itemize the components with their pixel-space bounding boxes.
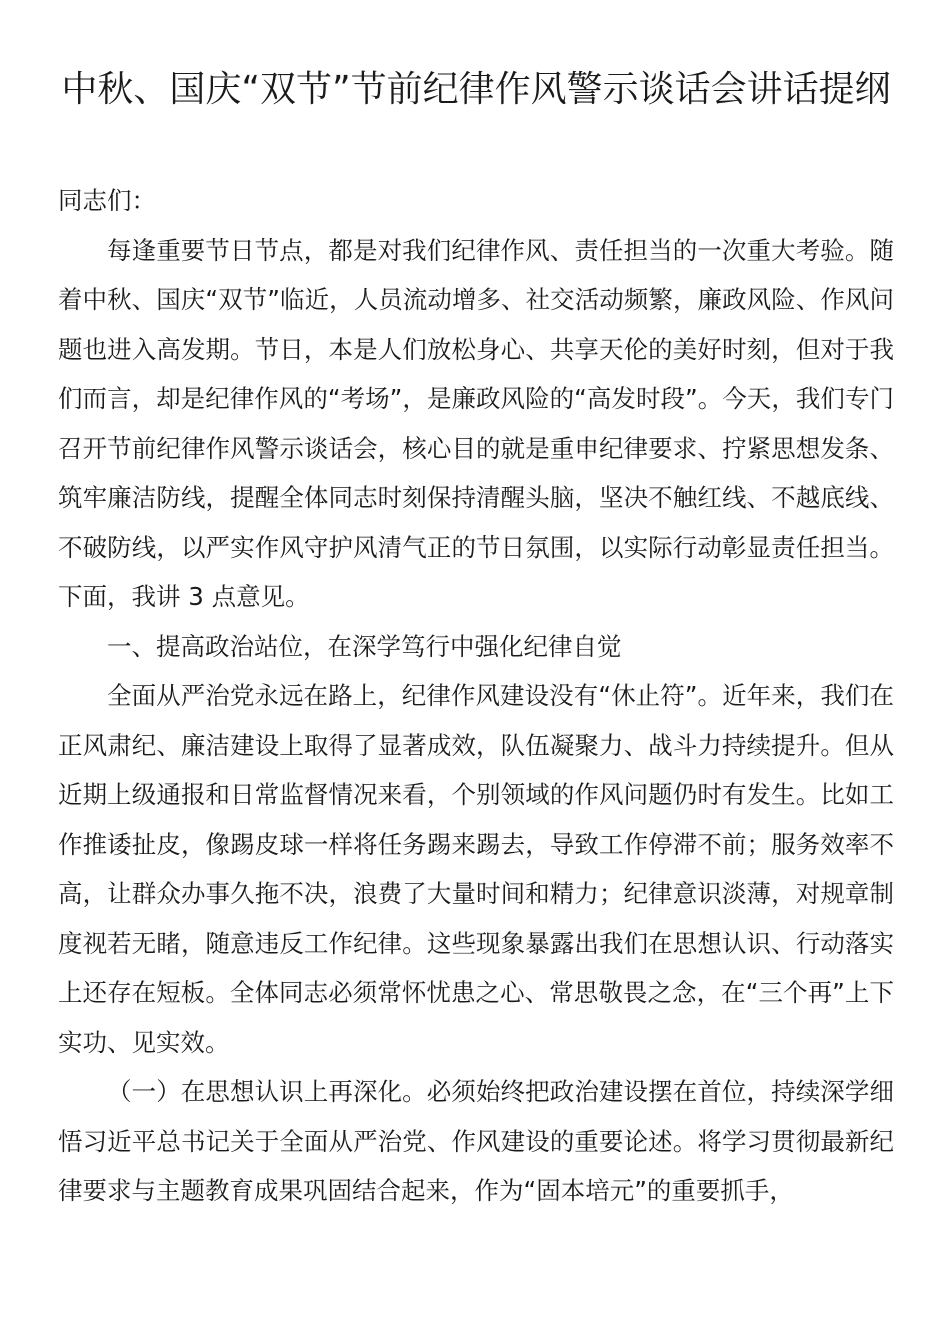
section-1-paragraph: 全面从严治党永远在路上，纪律作风建设没有“休止符”。近年来，我们在正风肃纪、廉洁建设上取得了显著成效，队伍凝聚力、战斗力持续提升。但从近期上级通报和日常监督情况来看，个别领域的作风问题仍时有发生。比如工作推诿扯皮，像踢皮球一样将任务踢来踢去，导致工作停滞不前；服务效率不高，让群众办事久拖不决，浪费了大量时间和精力；纪律意识淡薄，对规章制度视若无睹，随意违反工作纪律。这些现象暴露出我们在思想认识、行动落实上还存在短板。全体同志必须常怀忧患之心、常思敬畏之念，在“三个再”上下实功、见实效。 — [58, 681, 894, 1057]
intro-paragraph: 每逢重要节日节点，都是对我们纪律作风、责任担当的一次重大考验。随着中秋、国庆“双节”临近，人员流动增多、社交活动频繁，廉政风险、作风问题也进入高发期。节日，本是人们放松身心、共享天伦的美好时刻，但对于我们而言，却是纪律作风的“考场”，是廉政风险的“高发时段”。今天，我们专门召开节前纪律作风警示谈话会，核心目的就是重申纪律要求、拧紧思想发条、筑牢廉洁防线，提醒全体同志时刻保持清醒头脑，坚决不触红线、不越底线、不破防线，以严实作风守护风清气正的节日氛围，以实际行动彰显责任担当。下面，我讲 3 点意见。 — [58, 235, 894, 611]
document-page — [58, 62, 894, 1216]
section-heading-1: 一、提高政治站位，在深学笃行中强化纪律自觉 — [107, 631, 622, 661]
document-title: 中秋、国庆“双节”节前纪律作风警示谈话会讲话提纲 — [61, 69, 891, 110]
subsection-1-paragraph: （一）在思想认识上再深化。必须始终把政治建设摆在首位，持续深学细悟习近平总书记关于全面从严治党、作风建设的重要论述。将学习贯彻最新纪律要求与主题教育成果巩固结合起来，作为“固本培元”的重要抓手， — [58, 1077, 894, 1205]
greeting: 同志们： — [58, 186, 156, 215]
